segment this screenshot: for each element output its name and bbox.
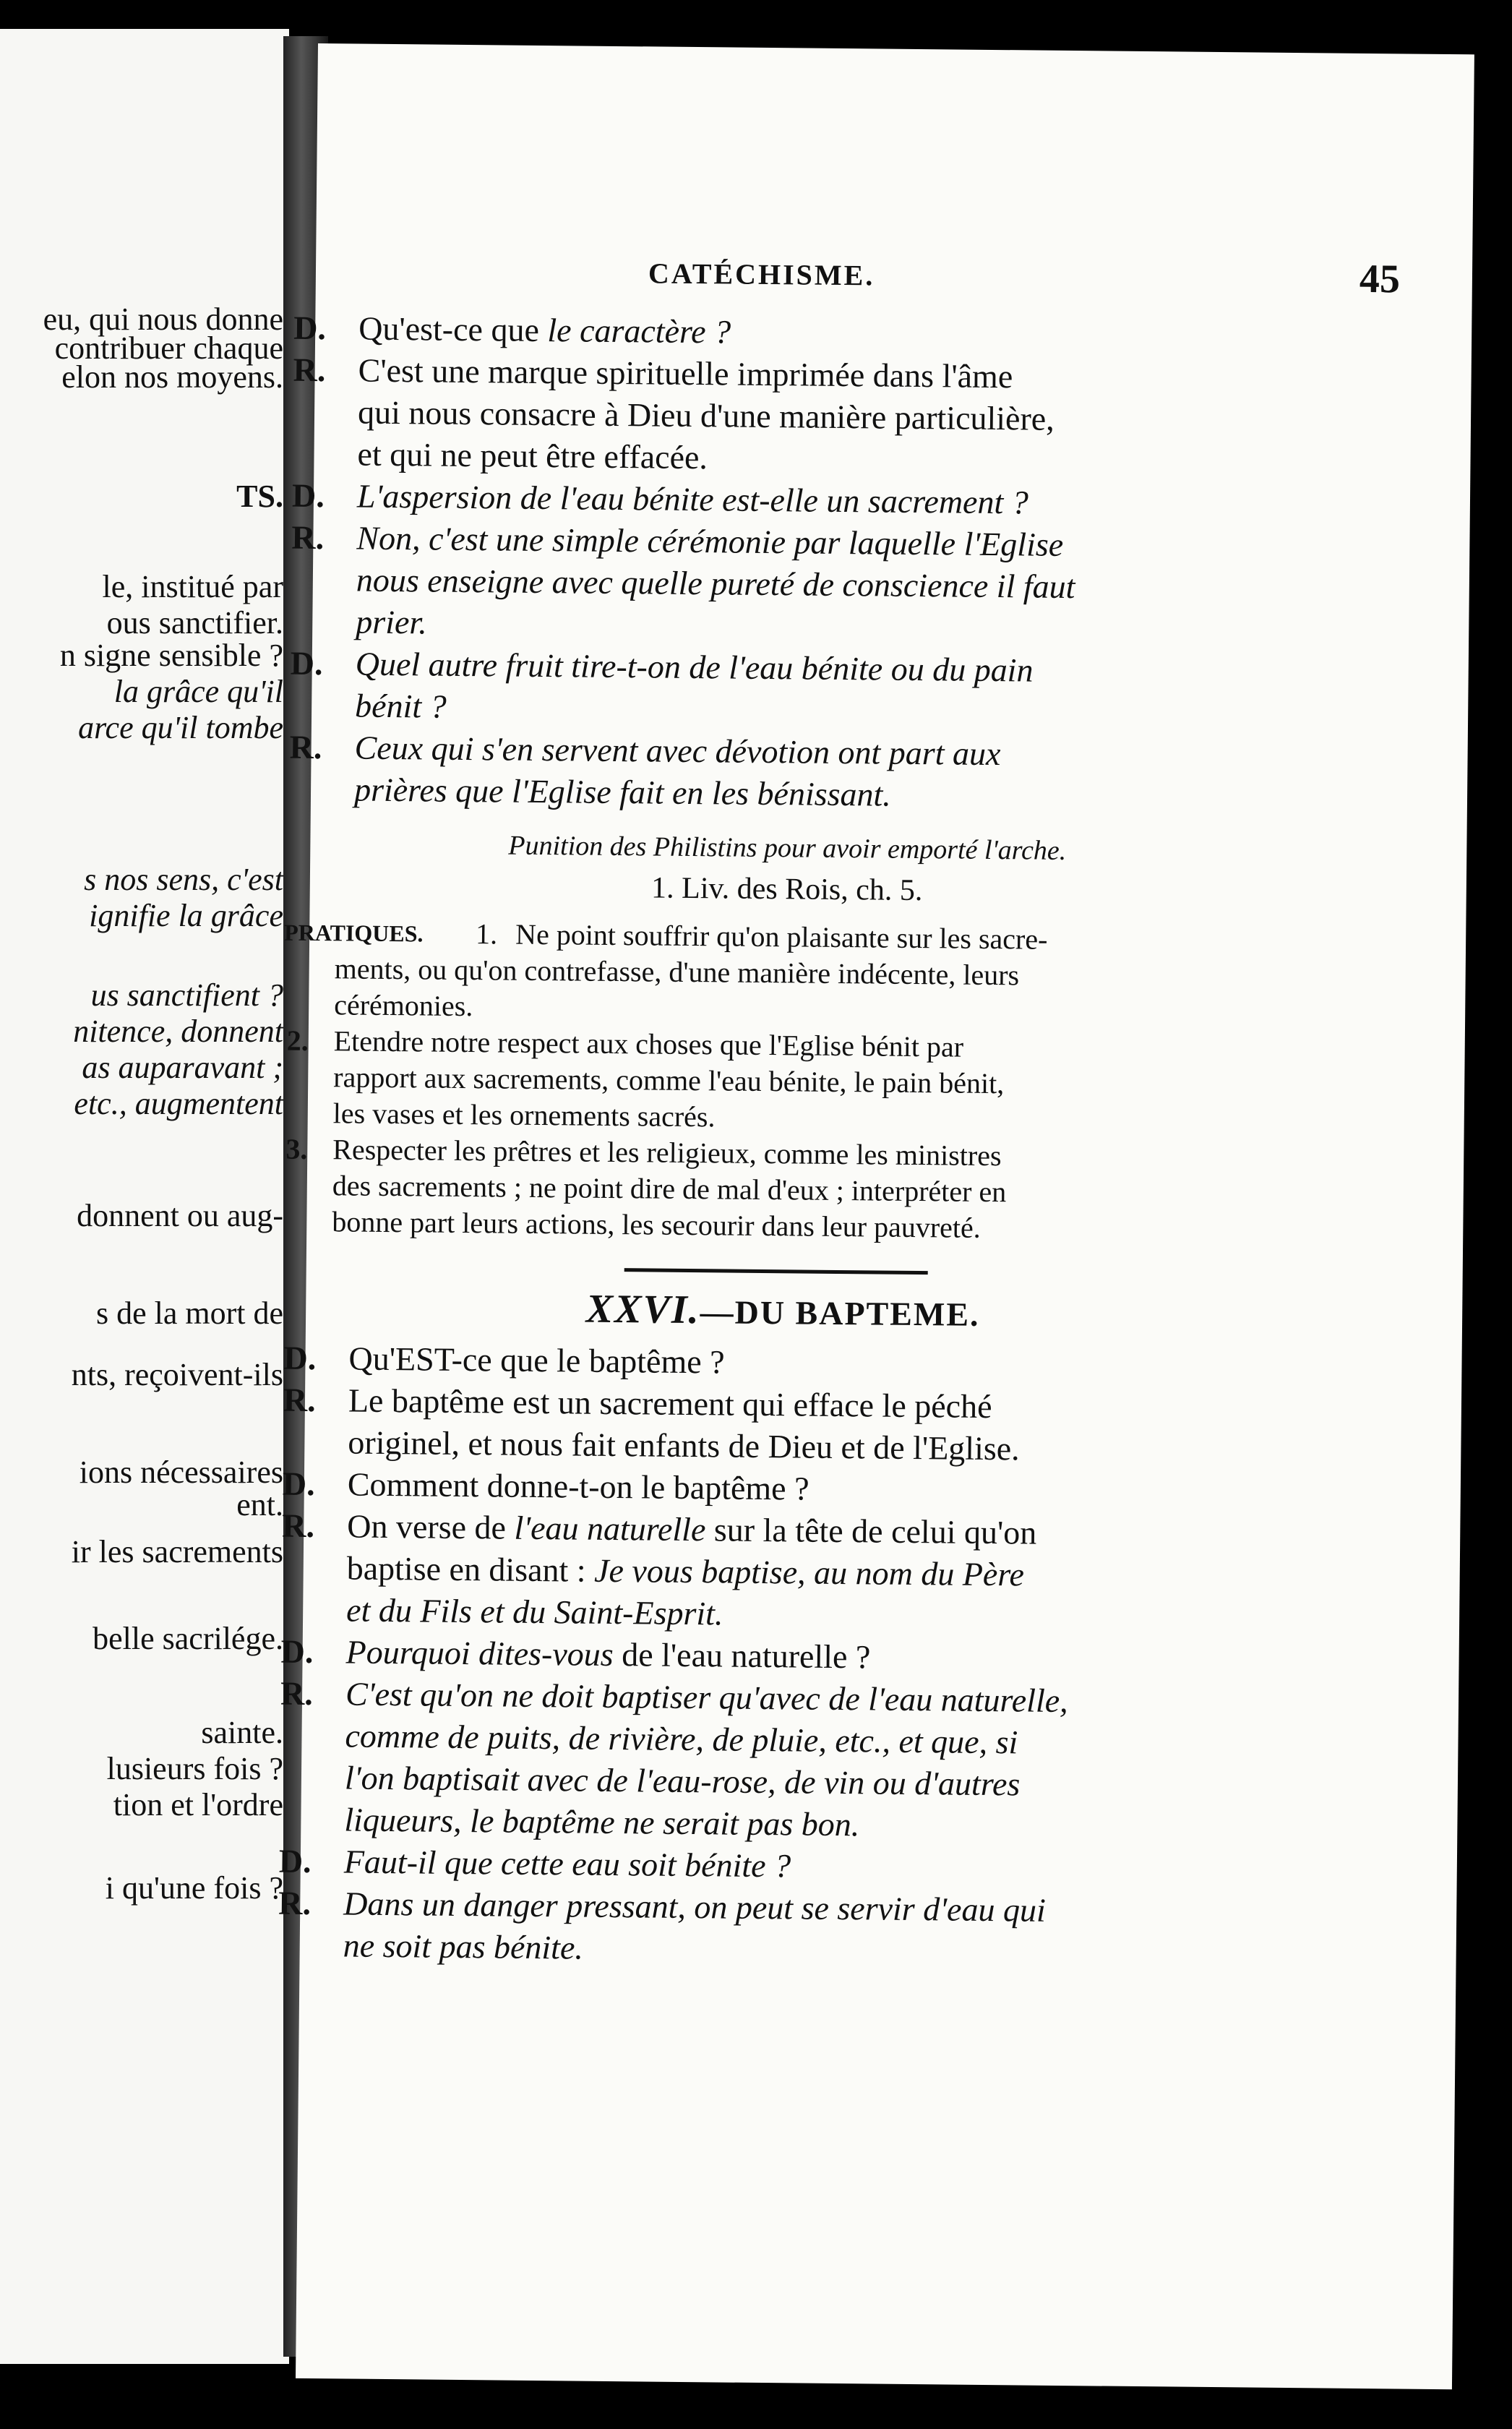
line-text xyxy=(348,1421,1020,1470)
left-page-line: donnent ou aug- xyxy=(77,1198,283,1233)
line-text xyxy=(355,643,1033,692)
pratique-text: Ne point souffrir qu'on plaisante sur les sacre- xyxy=(515,917,1048,956)
line-text xyxy=(354,769,891,816)
line-text xyxy=(346,1589,723,1635)
pratique-text: les vases et les ornements sacrés. xyxy=(332,1097,716,1134)
line-text xyxy=(357,434,708,479)
section-heading xyxy=(306,1283,1260,1339)
text-run: qui nous consacre à Dieu d'une manière particulière, xyxy=(357,393,1054,437)
left-page-line: as auparavant ; xyxy=(82,1050,283,1085)
line-text xyxy=(348,1463,809,1509)
line-text xyxy=(355,685,447,728)
left-page-line: le, institué par xyxy=(102,569,283,604)
question-marker: D. xyxy=(283,1339,317,1377)
page-number: 45 xyxy=(1359,256,1401,302)
text-run: Faut-il que cette eau soit bénite ? xyxy=(343,1843,791,1885)
question-marker: D. xyxy=(278,1842,312,1880)
line-text xyxy=(345,1715,1018,1763)
left-page-line: us sanctifient ? xyxy=(90,977,283,1013)
pratique-number: 2. xyxy=(286,1024,309,1057)
pratique-number: 3. xyxy=(285,1132,308,1165)
text-run: et du Fils et du Saint-Esprit. xyxy=(345,1591,723,1632)
pratique-text: bonne part leurs actions, les secourir dans leur pauvreté. xyxy=(332,1205,981,1244)
book-page xyxy=(278,43,1474,2389)
text-run: Je vous baptise, au nom du Père xyxy=(593,1551,1025,1593)
answer-marker: R. xyxy=(291,518,325,557)
line-text xyxy=(357,476,1028,524)
text-run: C'est qu'on ne doit baptiser qu'avec de l'eau naturelle, xyxy=(345,1675,1068,1720)
line-text xyxy=(354,727,1000,776)
question-marker: D. xyxy=(280,1632,314,1671)
line-text xyxy=(348,1379,992,1428)
pratique-text: cérémonies. xyxy=(334,988,473,1023)
question-marker: D. xyxy=(291,476,325,515)
line-text xyxy=(345,1757,1021,1805)
text-run: Le baptême est un sacrement qui efface le péché xyxy=(348,1381,992,1426)
left-page-line: la grâce qu'il xyxy=(113,674,283,709)
text-run: l'on baptisait avec de l'eau-rose, de vin ou d'autres xyxy=(344,1759,1021,1803)
text-run: baptise en disant : xyxy=(346,1549,595,1589)
line-text xyxy=(344,1799,859,1846)
left-page-line: nitence, donnent xyxy=(73,1014,283,1049)
left-page-line: i qu'une fois ? xyxy=(105,1870,283,1906)
text-run: de l'eau naturelle ? xyxy=(613,1636,871,1676)
line-text xyxy=(356,560,1075,609)
left-page-line: ir les sacrements xyxy=(71,1534,283,1569)
reference-title: Punition des Philistins pour avoir emporté l'arche. xyxy=(508,830,1067,866)
line-text xyxy=(345,1631,870,1678)
answer-marker: R. xyxy=(280,1674,314,1713)
qa-block-top xyxy=(289,307,1487,822)
left-page-line: nts, reçoivent-ils xyxy=(71,1357,283,1392)
line-text xyxy=(345,1673,1068,1722)
left-page-line: sainte. xyxy=(201,1715,283,1750)
line-text xyxy=(343,1924,583,1969)
answer-marker: R. xyxy=(293,351,326,389)
line-text xyxy=(346,1547,1024,1595)
pratique-text: Respecter les prêtres et les religieux, comme les ministres xyxy=(332,1133,1002,1173)
answer-marker: R. xyxy=(289,728,322,766)
text-run: sur la tête de celui qu'on xyxy=(705,1511,1037,1551)
text-run: C'est une marque spirituelle imprimée dans l'âme xyxy=(358,351,1013,395)
left-page-line: ous sanctifier. xyxy=(106,605,283,641)
text-run: L'aspersion de l'eau bénite est-elle un sacrement ? xyxy=(356,477,1029,521)
text-run: le caractère ? xyxy=(547,312,731,351)
running-head xyxy=(316,253,1473,307)
left-page-line: etc., augmentent xyxy=(74,1086,283,1121)
text-run: Ceux qui s'en servent avec dévotion ont part aux xyxy=(354,729,1001,773)
left-page-line: belle sacrilége. xyxy=(93,1621,283,1656)
left-page-line: ignifie la grâce xyxy=(89,898,283,933)
text-run: Quel autre fruit tire-t-on de l'eau bénite ou du pain xyxy=(355,645,1034,689)
left-page-line: tion et l'ordre xyxy=(113,1787,283,1822)
text-run: ne soit pas bénite. xyxy=(343,1927,584,1966)
text-run: et qui ne peut être effacée. xyxy=(357,435,708,476)
question-marker: D. xyxy=(282,1465,315,1503)
previous-page-fragment xyxy=(0,29,289,2364)
text-run: Pourquoi dites-vous xyxy=(345,1633,614,1674)
text-run: Comment donne-t-on le baptême ? xyxy=(347,1465,809,1507)
left-page-line: s nos sens, c'est xyxy=(84,862,283,897)
left-page-line: contribuer chaque xyxy=(54,330,283,366)
line-text xyxy=(344,1841,791,1887)
qa-block-bottom xyxy=(278,1337,1476,1978)
text-run: On verse de xyxy=(347,1507,515,1546)
pratique-text: Etendre notre respect aux choses que l'Eglise bénit par xyxy=(333,1024,964,1063)
line-text xyxy=(356,601,427,644)
text-run: l'eau naturelle xyxy=(514,1509,706,1548)
line-text xyxy=(343,1882,1046,1931)
line-text xyxy=(358,350,1013,398)
text-run: originel, et nous fait enfants de Dieu et de l'Eglise. xyxy=(348,1423,1020,1468)
text-run: bénit ? xyxy=(354,687,447,725)
section-number: XXVI. xyxy=(585,1286,700,1333)
left-page-line: n signe sensible ? xyxy=(59,638,283,673)
answer-marker: R. xyxy=(283,1381,316,1419)
text-run: Qu'est-ce que xyxy=(358,309,548,349)
left-page-line: s de la mort de xyxy=(95,1295,283,1331)
left-page-line: TS. xyxy=(236,479,283,514)
text-run: Dans un danger pressant, on peut se servir d'eau qui xyxy=(343,1885,1047,1929)
line-text xyxy=(358,392,1054,440)
question-marker: D. xyxy=(293,309,327,347)
text-run: comme de puits, de rivière, de pluie, etc., et que, si xyxy=(345,1717,1018,1761)
answer-marker: R. xyxy=(278,1884,312,1922)
answer-marker: R. xyxy=(282,1507,315,1545)
pratique-text: des sacrements ; ne point dire de mal d'eux ; interpréter en xyxy=(332,1169,1007,1209)
text-run: Non, c'est une simple cérémonie par laquelle l'Eglise xyxy=(356,519,1064,563)
section-title: —DU BAPTEME. xyxy=(700,1293,980,1333)
left-page-line: lusieurs fois ? xyxy=(106,1751,283,1786)
line-text xyxy=(348,1337,725,1383)
pratique-text: rapport aux sacrements, comme l'eau bénite, le pain bénit, xyxy=(333,1061,1005,1100)
pratique-number: 1. xyxy=(475,917,498,951)
line-text xyxy=(356,518,1063,566)
line-text xyxy=(358,308,731,354)
pratique-text: ments, ou qu'on contrefasse, d'une manière indécente, leurs xyxy=(334,952,1020,992)
left-page-line: elon nos moyens. xyxy=(61,359,283,395)
running-title: CATÉCHISME. xyxy=(648,257,875,292)
text-run: nous enseigne avec quelle pureté de conscience il faut xyxy=(356,561,1075,606)
text-run: Qu'EST-ce que le baptême ? xyxy=(348,1340,725,1381)
pratiques-block xyxy=(284,914,1480,1251)
text-run: prières que l'Eglise fait en les bénissant. xyxy=(353,771,892,813)
left-page-line: ions nécessaires xyxy=(79,1455,283,1490)
left-page-line: eu, qui nous donne xyxy=(43,301,283,337)
pratiques-label: PRATIQUES. xyxy=(284,919,424,947)
reference-citation: 1. Liv. des Rois, ch. 5. xyxy=(650,871,923,908)
question-marker: D. xyxy=(290,644,323,682)
text-run: prier. xyxy=(356,603,427,641)
left-page-line: arce qu'il tombe xyxy=(78,710,283,745)
section-rule xyxy=(624,1268,928,1275)
left-page-line: ent. xyxy=(236,1487,283,1522)
line-text xyxy=(347,1505,1037,1554)
text-run: liqueurs, le baptême ne serait pas bon. xyxy=(344,1801,860,1843)
